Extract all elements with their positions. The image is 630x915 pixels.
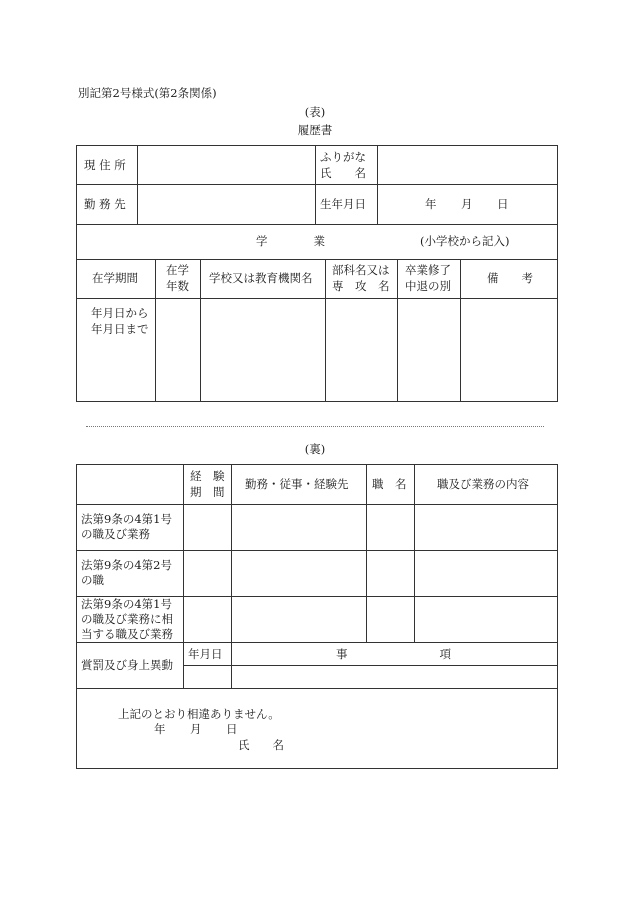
row2-exp-cell[interactable] [185,552,230,595]
col-remarks: 備 考 [487,271,533,285]
sign-year: 年 [154,722,166,736]
period-to: 年月日まで [91,322,149,336]
row1-label-1: 法第9条の4第1号 [81,512,172,526]
col-post: 職 名 [372,477,407,491]
row1-exp-cell[interactable] [185,506,230,549]
col-dept-2: 専 攻 名 [332,279,390,293]
school-cell[interactable] [202,300,324,400]
row2-label-1: 法第9条の4第2号 [81,558,172,572]
birthdate-label: 生年月日 [320,197,366,211]
front-side-label: (表) [304,105,326,119]
dept-cell[interactable] [327,300,396,400]
furigana-label: ふりがな [320,150,366,164]
reward-item-header: 事 項 [336,647,451,661]
col-grad-1: 卒業修了 [405,263,451,277]
name-label: 氏 名 [320,166,366,180]
address-label: 現 住 所 [84,158,126,172]
col-grad-2: 中退の別 [405,279,451,293]
col-period: 在学期間 [92,271,138,285]
education-note: (小学校から記入) [420,234,510,248]
grad-cell[interactable] [399,300,459,400]
row1-post-cell[interactable] [368,506,413,549]
reward-date-header: 年月日 [188,647,223,661]
back-side-label: (裏) [304,442,326,456]
reward-label: 賞罰及び身上異動 [81,658,173,672]
col-work: 勤務・従事・経験先 [245,477,349,491]
birthdate-month: 月 [461,197,473,211]
row3-work-cell[interactable] [233,598,365,641]
address-field[interactable] [139,147,313,183]
col-school: 学校又は教育機関名 [209,271,313,285]
name-field[interactable] [379,147,556,183]
workplace-label: 勤 務 先 [84,197,126,211]
row3-post-cell[interactable] [368,598,413,641]
col-exp-2: 期 間 [190,485,225,499]
remarks-cell[interactable] [462,300,556,400]
reward-date-cell[interactable] [185,667,230,687]
birthdate-day: 日 [497,197,509,211]
sign-name-label: 氏 名 [238,738,284,752]
col-duty: 職及び業務の内容 [437,477,529,491]
row1-label-2: の職及び業務 [81,527,150,541]
col-exp-1: 経 験 [190,469,225,483]
sign-day: 日 [226,722,238,736]
row3-label-1: 法第9条の4第1号 [81,597,172,611]
years-cell[interactable] [157,300,199,400]
row3-label-2: の職及び業務に相 [81,612,173,626]
row2-duty-cell[interactable] [416,552,556,595]
form-header: 別記第2号様式(第2条関係) [78,86,217,100]
row3-duty-cell[interactable] [416,598,556,641]
row2-work-cell[interactable] [233,552,365,595]
education-label: 学 業 [256,234,325,248]
reward-item-cell[interactable] [233,667,556,687]
period-from: 年月日から [91,306,149,320]
page-title: 履歴書 [297,123,333,137]
row3-exp-cell[interactable] [185,598,230,641]
row1-work-cell[interactable] [233,506,365,549]
col-dept-1: 部科名又は [332,263,390,277]
cut-line [86,426,544,427]
birthdate-year: 年 [425,197,437,211]
col-years-1: 在学 [166,263,189,277]
workplace-field[interactable] [139,186,313,223]
row1-duty-cell[interactable] [416,506,556,549]
row2-label-2: の職 [81,573,104,587]
declaration-text: 上記のとおり相違ありません。 [118,707,280,721]
row3-label-3: 当する職及び業務 [81,627,173,641]
row2-post-cell[interactable] [368,552,413,595]
sign-month: 月 [190,722,202,736]
signature-field[interactable] [300,734,520,756]
col-years-2: 年数 [166,279,189,293]
